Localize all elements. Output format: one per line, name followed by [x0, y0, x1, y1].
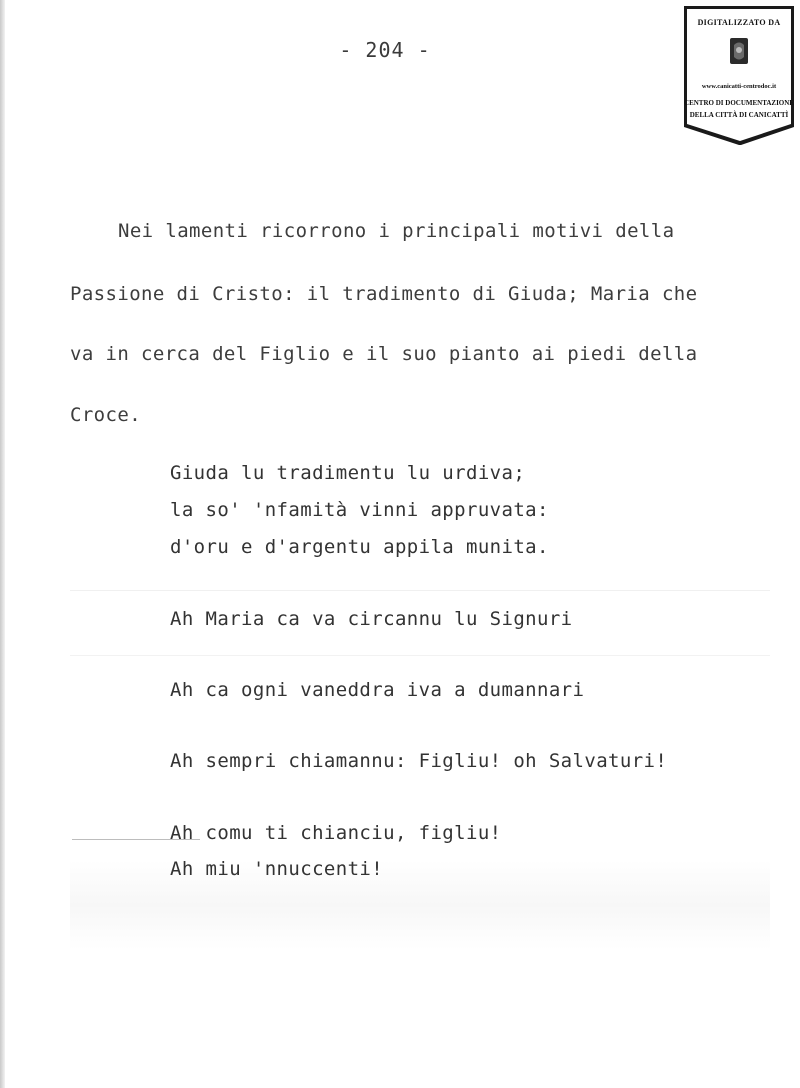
verse-line: d'oru e d'argentu appila munita.: [170, 536, 549, 558]
stamp-url: www.canicatti-centrodoc.it: [701, 83, 777, 90]
digitization-stamp: [683, 5, 795, 145]
stamp-center-line2: DELLA CITTÀ DI CANICATTÌ: [689, 111, 789, 119]
bleed-through: [70, 655, 770, 668]
verse-line: Ah sempri chiamannu: Figliu! oh Salvaturi!: [170, 750, 668, 772]
stamp-center-line1: CENTRO DI DOCUMENTAZIONE: [684, 99, 794, 107]
verse-line: Ah miu 'nnuccenti!: [170, 858, 384, 880]
page-edge: [0, 0, 5, 1088]
verse-line: Ah Maria ca va circannu lu Signuri: [170, 608, 573, 630]
stamp-title: DIGITALIZZATO DA: [697, 18, 781, 27]
verse-line: Giuda lu tradimentu lu urdiva;: [170, 462, 526, 484]
paragraph-line: Passione di Cristo: il tradimento di Giuda; Maria che: [70, 283, 698, 305]
verse-line: la so' 'nfamità vinni appruvata:: [170, 499, 549, 521]
page-number: - 204 -: [339, 38, 431, 62]
paragraph-line: va in cerca del Figlio e il suo pianto ai piedi della: [70, 343, 698, 365]
crest-icon: [729, 37, 749, 65]
verse-line: Ah ca ogni vaneddra iva a dumannari: [170, 679, 585, 701]
paragraph-line: Nei lamenti ricorrono i principali motivi della: [118, 220, 675, 242]
verse-line: Ah comu ti chianciu, figliu!: [170, 822, 502, 844]
paragraph-line: Croce.: [70, 404, 142, 426]
bleed-through: [70, 590, 770, 603]
